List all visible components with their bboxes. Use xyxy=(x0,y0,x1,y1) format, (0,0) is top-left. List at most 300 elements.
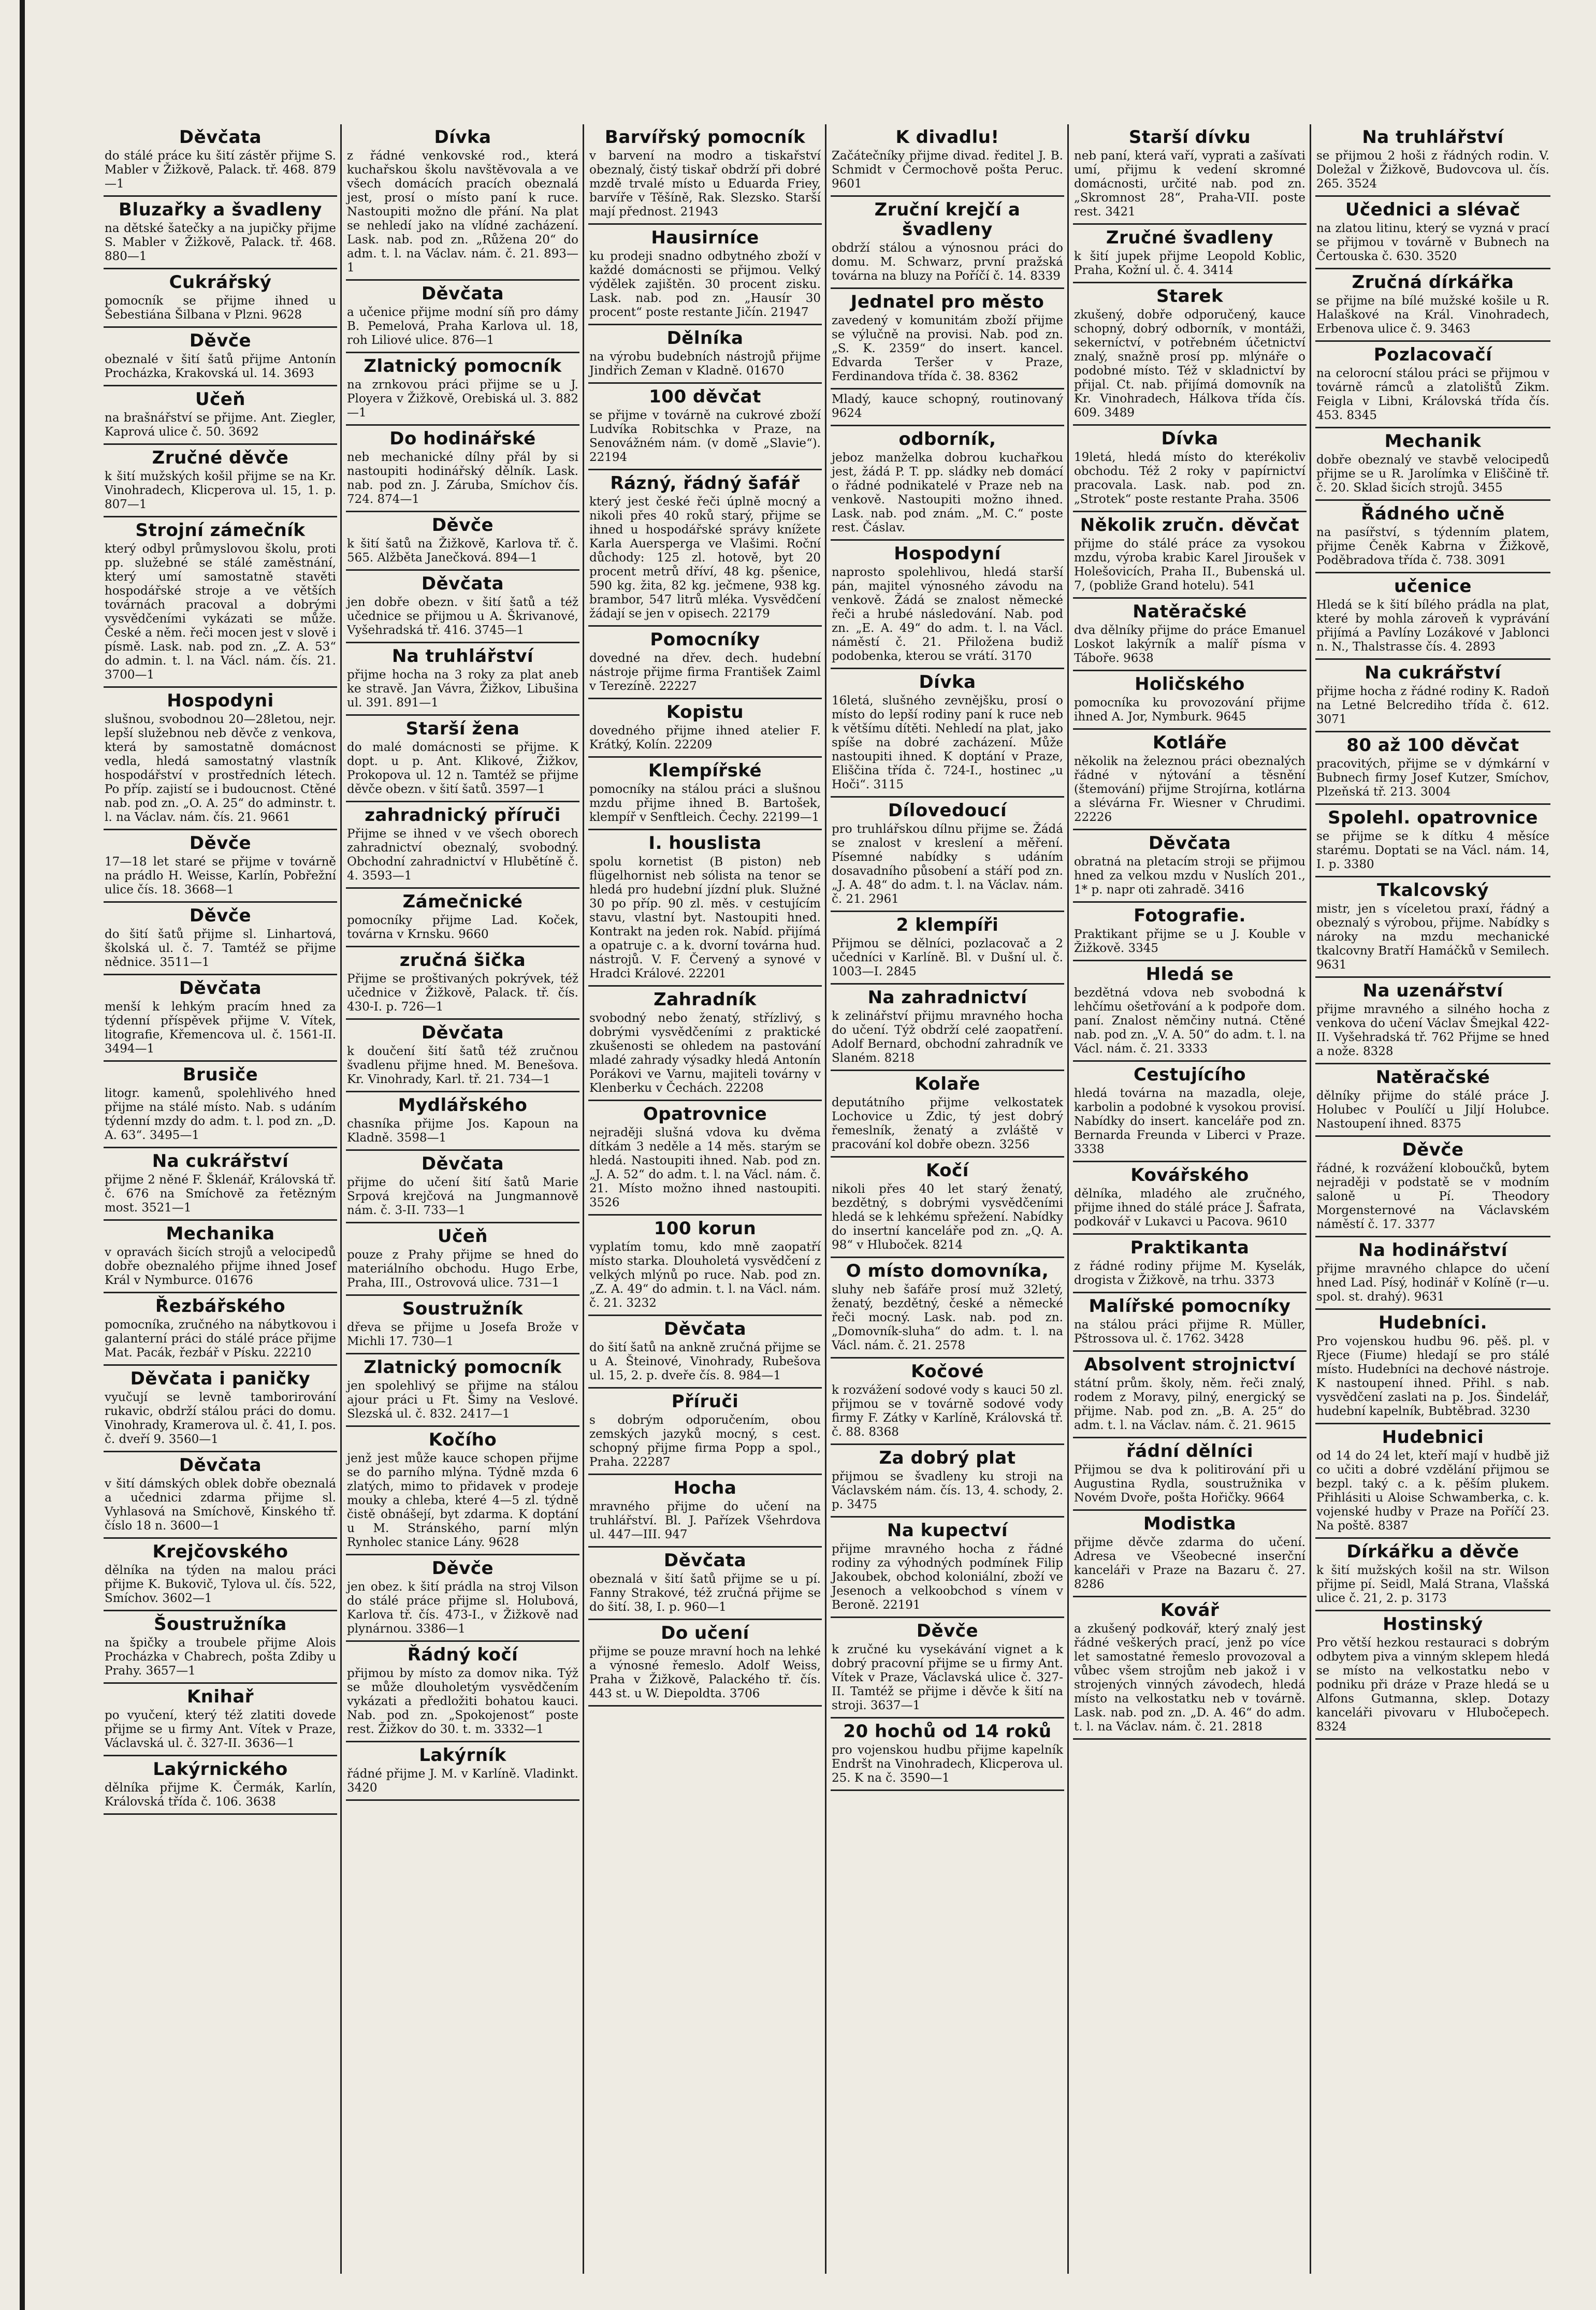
ad-body: obratná na pletacím stroji se přijmou hned za velkou mzdu v Nuslích 201., 1* p. napr oti zahradě. 3416 xyxy=(1074,855,1305,897)
ad-body: dobře obeznalý ve stavbě velocipedů přijme se u R. Jarolímka v Eliščině tř. č. 20. Sklad šicích strojů. 3455 xyxy=(1316,453,1549,495)
ad-heading: Děvčata xyxy=(663,1319,747,1339)
ad-heading: Na hodinářství xyxy=(1358,1240,1507,1261)
ad-heading: Tkalcovský xyxy=(1376,880,1489,901)
ad-body: dělníky přijme do stálé práce J. Holubec v Poulíčí u Jiljí Holubce. Nastoupení ihned. 8375 xyxy=(1316,1089,1549,1131)
ad-body: přijme mravného a silného hocha z venkova do učení Václav Šmejkal 422-II. Vyšehradská tř. 762 Přijme se hned a nože. 8328 xyxy=(1316,1003,1549,1058)
ad-heading: Lakýrnického xyxy=(153,1759,288,1780)
classified-ad xyxy=(104,386,337,445)
ad-body: k zelinářství přijmu mravného hocha do učení. Týž obdrží celé zaopatření. Adolf Bernard, obchodní zahradník ve Slaném. 8218 xyxy=(832,1009,1063,1065)
classified-ad xyxy=(346,1354,579,1427)
ad-heading: Do hodinářské xyxy=(389,428,536,449)
ad-heading: Pomocníky xyxy=(650,629,760,650)
ad-heading: Knihař xyxy=(186,1686,254,1707)
ad-heading: Na cukrářství xyxy=(1365,662,1501,683)
ad-heading: Šoustružníka xyxy=(154,1614,287,1635)
ad-body: Přijmou se dělníci, pozlacovač a 2 učedníci v Karlíně. Bl. v Dušní ul. č. 1003—I. 2845 xyxy=(832,937,1063,978)
ad-heading: Natěračské xyxy=(1375,1067,1490,1088)
classified-ad xyxy=(346,802,579,889)
ad-body: vyučují se levně tamborirování rukavic, obdrží stálou práci do domu. Vinohrady, Kramerova ul. č. 41, I. pos. č. dveří 9. 3560—1 xyxy=(105,1391,336,1446)
ad-body: nikoli přes 40 let starý ženatý, bezdětný, s dobrými vysvědčeními hledá se k lehkému spřežení. Nabídky do insertní kanceláře pod zn. „Q. A. 98“ v Hluboček. 8214 xyxy=(832,1182,1063,1252)
classified-ad xyxy=(1315,428,1550,501)
ad-column xyxy=(1073,124,1311,2274)
ad-body: na dětské šatečky a na jupičky přijme S. Mabler v Žižkově, Palack. tř. 468. 880—1 xyxy=(105,222,336,263)
classified-ad xyxy=(831,197,1064,289)
classified-ad xyxy=(104,1366,337,1452)
classified-ad xyxy=(1315,660,1550,732)
ad-body: se přijme na bílé mužské košile u R. Halaškové na Král. Vinohradech, Erbenova ulice č. 9. 3463 xyxy=(1316,294,1549,336)
ad-body: na stálou práci přijme R. Müller, Pštrossova ul. č. 1762. 3428 xyxy=(1074,1318,1305,1346)
classified-columns xyxy=(104,124,1585,2274)
ad-body: jenž jest může kauce schopen přijme se do parního mlýna. Týdně mzda 6 zlatých, mimo to přidavek v prodeje mouky a chleba, které 4—5 zl. týdně čistě obnášejí, byt zdarma. K doptání u M. Stránského, parní mlýn Rynholec stanice Lány. 9628 xyxy=(347,1452,578,1549)
ad-heading: 100 korun xyxy=(654,1218,757,1239)
classified-ad xyxy=(104,1221,337,1293)
ad-body: v barvení na modro a tiskařství obeznalý, čistý tiskař obdrží při dobré mzdě trvalé místo u Eduarda Friey, barvíře v Těšíně, Rak. Slezsko. Starší mají přednost. 21943 xyxy=(589,149,821,219)
ad-body: který jest české řeči úplně mocný a nikoli přes 40 roků starý, přijme se ihned u hospodářské správy knížete Karla Auersperga ve Vlašimi. Roční důchody: 125 zl. hotově, byt 20 procent metrů dříví, 48 kg. pšenice, 590 kg. žita, 82 kg. ječmene, 938 kg. brambor, 547 litrů mléka. Vysvědčení žádají se jen v opisech. 22179 xyxy=(589,495,821,620)
classified-ad xyxy=(831,289,1064,389)
ad-body: obeznalá v šití šatů přijme se u pí. Fanny Strakové, též zručná přijme se do šití. 38, I. p. 960—1 xyxy=(589,1572,821,1614)
ad-heading: Kotláře xyxy=(1152,732,1227,753)
classified-ad xyxy=(1073,1511,1307,1597)
classified-ad xyxy=(1315,1539,1550,1611)
ad-body: přijmou by místo za domov nika. Týž se může dlouholetým vysvědčením vykázati a předložiti bohatou kauci. Nab. pod zn. „Spokojenost“ poste rest. Žižkov do 30. t. m. 3332—1 xyxy=(347,1667,578,1736)
ad-body: pomocníka ku provozování přijme ihned A. Jor, Nymburk. 9645 xyxy=(1074,696,1305,724)
ad-body: po vyučení, který též zlatiti dovede přijme se u firmy Ant. Vítek v Praze, Václavská ul. č. 327-II. 3636—1 xyxy=(105,1709,336,1750)
classified-ad xyxy=(104,1756,337,1815)
classified-ad xyxy=(1315,501,1550,573)
ad-body: deputátního přijme velkostatek Lochovice u Zdic, tý jest dobrý řemeslník, ženatý a zvláště v pracování kol dobře obezn. 3256 xyxy=(832,1096,1063,1151)
ad-heading: Malířské pomocníky xyxy=(1089,1296,1291,1317)
ad-heading: Hudebnici xyxy=(1382,1427,1484,1448)
ad-body: vyplatím tomu, kdo mně zaopatří místo starka. Dlouholetá vysvědčení z velkých mlýnů po ruce. Nab. pod zn. „Z. A. 49“ do admin. t. l. na Václ. nám. č. 21. 3232 xyxy=(589,1240,821,1310)
ad-body: pouze z Prahy přijme se hned do materiálního obchodu. Hugo Erbe, Praha, III., Ostrovová ulice. 731—1 xyxy=(347,1248,578,1290)
ad-heading: Řádného učně xyxy=(1361,503,1505,524)
ad-body: pomocník se přijme ihned u Šebestiána Šilbana v Plzni. 9628 xyxy=(105,294,336,322)
ad-body: menší k lehkým pracím hned za týdenní příspěvek přijme V. Vítek, litografie, Křemencova ul. č. 1561-II. 3494—1 xyxy=(105,1000,336,1056)
classified-ad xyxy=(588,384,822,470)
ad-heading: Dělníka xyxy=(666,328,744,349)
classified-ad xyxy=(346,889,579,947)
ad-heading: Zručná dírkářka xyxy=(1352,272,1514,293)
ad-body: do šití šatů na ankně zručná přijme se u A. Šteinové, Vinohrady, Rubešova ul. 15, 2. p. dveře čís. 8. 984—1 xyxy=(589,1341,821,1382)
ad-heading: Děvče xyxy=(916,1621,979,1641)
classified-ad xyxy=(1073,903,1307,961)
ad-body: nejraději slušná vdova ku dvěma dítkám 3 neděle a 14 měs. starým se hledá. Nastoupiti ihned. Nab. pod zn. „J. A. 52“ do adm. t. l. na Václ. nám. č. 21. Místo možno ihned nastoupiti. 3526 xyxy=(589,1126,821,1209)
ad-heading: Cukrářský xyxy=(169,272,272,293)
ad-heading: Hocha xyxy=(673,1478,737,1498)
ad-body: přijme 2 něné F. Šklenář, Královská tř. č. 676 na Smíchově za řetězným most. 3521—1 xyxy=(105,1173,336,1215)
classified-ad xyxy=(1073,512,1307,599)
classified-ad xyxy=(588,1475,822,1548)
classified-ad xyxy=(1073,1235,1307,1293)
classified-ad xyxy=(1073,225,1307,283)
classified-ad xyxy=(588,1101,822,1216)
classified-ad xyxy=(346,1742,579,1801)
ad-body: k šití jupek přijme Leopold Koblic, Praha, Kožní ul. č. 4. 3414 xyxy=(1074,250,1305,277)
ad-heading: Na truhlářství xyxy=(1362,127,1504,148)
ad-body: Mladý, kauce schopný, routinovaný 9624 xyxy=(832,393,1063,420)
ad-heading: Řezbářského xyxy=(155,1296,286,1317)
ad-heading: Hospodyní xyxy=(894,543,1001,564)
classified-ad xyxy=(588,1216,822,1316)
classified-ad xyxy=(1315,1237,1550,1310)
ad-body: přijme hocha na 3 roky za plat aneb ke stravě. Jan Vávra, Žižkov, Libušina ul. 391. 891—1 xyxy=(347,668,578,710)
classified-ad xyxy=(346,1427,579,1555)
ad-heading: Hostinský xyxy=(1383,1614,1483,1635)
classified-ad xyxy=(104,1684,337,1756)
ad-body: se přijme se k dítku 4 měsíce starému. Doptati se na Václ. nám. 14, I. p. 3380 xyxy=(1316,830,1549,871)
ad-heading: Starší žena xyxy=(405,718,520,739)
ad-heading: řádní dělníci xyxy=(1126,1441,1253,1462)
classified-ad xyxy=(831,985,1064,1071)
ad-heading: Mydlářského xyxy=(398,1095,528,1116)
ad-heading: Na cukrářství xyxy=(152,1151,289,1172)
ad-body: do šití šatů přijme sl. Linhartová, školská ul. č. 7. Tamtéž se přijme nědnice. 3511—1 xyxy=(105,928,336,969)
ad-heading: Do učení xyxy=(661,1623,749,1643)
ad-heading: Modistka xyxy=(1143,1513,1237,1534)
ad-heading: Absolvent strojnictví xyxy=(1084,1354,1296,1375)
classified-ad xyxy=(1315,1310,1550,1424)
classified-ad xyxy=(831,669,1064,798)
ad-heading: Mechanik xyxy=(1384,431,1482,452)
ad-body: neb paní, která vaří, vyprati a zašívati umí, přijmu k vedení skromné domácnosti, určité nab. pod zn. „Skromnost 28“, Praha-VII. poste rest. 3421 xyxy=(1074,149,1305,219)
ad-body: k zručné ku vysekávání vignet a k dobrý pracovní přijme se u firmy Ant. Vítek v Praze, Václavská ulice č. 327-II. Tamtéž se přijme i děvče k šití na stroji. 3637—1 xyxy=(832,1643,1063,1712)
ad-body: do stálé práce ku šití zástěr přijme S. Mabler v Žižkově, Palack. tř. 468. 879—1 xyxy=(105,149,336,191)
ad-body: zkušený, dobře odporučený, kauce schopný, dobrý odborník, v montáži, sekerníctví, v potřebném účetnictví znalý, snažně prosí pp. mlýnáře o podobné místo. Též v skladnictví by přijal. Ct. nab. přijímá domovník na Kr. Vinohradech, Hálkova třída čís. 609. 3489 xyxy=(1074,308,1305,420)
classified-ad xyxy=(346,947,579,1020)
ad-body: jen obez. k šití prádla na stroj Vilson do stálé práce přijme sl. Holubová, Karlova tř. čís. 473-I., v Žižkově nad plynárnou. 3386—1 xyxy=(347,1580,578,1636)
ad-heading: Pozlacovačí xyxy=(1373,344,1492,365)
ad-heading: Zručné švadleny xyxy=(1106,227,1274,248)
ad-body: pomocníka, zručného na nábytkovou i galanterní práci do stálé práce přijme Mat. Pacák, řezbář v Písku. 22210 xyxy=(105,1318,336,1360)
ad-body: Přijme se ihned v ve všech oborech zahradnictví obeznalý, svobodný. Obchodní zahradnictví v Hlubětíně č. 4. 3593—1 xyxy=(347,827,578,883)
classified-ad xyxy=(831,1719,1064,1791)
ad-heading: zručná šička xyxy=(399,950,526,971)
ad-heading: Kolaře xyxy=(915,1074,980,1094)
ad-heading: Kočové xyxy=(911,1361,984,1382)
ad-heading: I. houslista xyxy=(648,833,762,854)
classified-ad xyxy=(346,1642,579,1742)
ad-body: sluhy neb šafáře prosí muž 32letý, ženatý, bezdětný, české a německé řeči mocný. Lask. nab. pod zn. „Domovník-sluha“ do adm. t. l. na Václ. nám. č. 21. 2578 xyxy=(832,1283,1063,1352)
ad-body: neb mechanické dílny přál by si nastoupiti hodinářský dělník. Lask. nab. pod zn. J. Záruba, Smíchov čís. 724. 874—1 xyxy=(347,451,578,506)
classified-ad xyxy=(1073,426,1307,512)
ad-body: hledá továrna na mazadla, oleje, karbolin a podobné k vysokou provisí. Nabídky do insert. kanceláře pod zn. Bernarda Freunda v Liberci v Praze. 3338 xyxy=(1074,1087,1305,1156)
ad-heading: Za dobrý plat xyxy=(879,1448,1016,1468)
classified-ad xyxy=(1315,978,1550,1064)
ad-heading: Hausirníce xyxy=(651,227,759,248)
ad-heading: Děvčata xyxy=(179,127,262,148)
ad-heading: Děvčata i paničky xyxy=(130,1368,311,1389)
ad-heading: odborník, xyxy=(898,429,996,450)
classified-ad xyxy=(346,353,579,426)
ad-heading: Děvčata xyxy=(1148,833,1231,854)
classified-ad xyxy=(1315,1424,1550,1539)
ad-body: Pro větší hezkou restauraci s dobrým odbytem piva a vinným sklepem hledá se místo na velkostatku nebo v podniku při dráze v Praze hledá se u Alfons Gutmanna, sklep. Dotazy kanceláři pivovaru v Hlubočepech. 8324 xyxy=(1316,1636,1549,1734)
classified-ad xyxy=(1315,573,1550,660)
ad-body: mistr, jen s víceletou praxí, řádný a obeznalý s výrobou, přijme. Nabídky s nároky na mzdu mechanické tkalcovny Bratří Hamáčků v Semilech. 9631 xyxy=(1316,902,1549,972)
ad-body: v opravách šicích strojů a velocipedů dobře obeznalého přijme ihned Josef Král v Nymburce. 01676 xyxy=(105,1246,336,1287)
ad-heading: Zlatnický pomocník xyxy=(364,356,562,377)
classified-ad xyxy=(831,541,1064,669)
ad-heading: Hospodyni xyxy=(167,690,274,711)
ad-body: pomocníky na stálou práci a slušnou mzdu přijme ihned B. Bartošek, klempíř v Senftleich. Čechy. 22199—1 xyxy=(589,783,821,824)
ad-body: jen spolehlivý se přijme na stálou ajour práci u Ft. Šimy na Veslové. Slezská ul. č. 832. 2417—1 xyxy=(347,1379,578,1421)
ad-heading: O místo domovníka, xyxy=(846,1261,1049,1281)
classified-ad xyxy=(1315,1611,1550,1740)
ad-body: s dobrým odporučením, obou zemských jazyků mocný, s cest. schopný přijme firma Popp a spol., Praha. 22287 xyxy=(589,1413,821,1469)
ad-heading: Děvče xyxy=(431,1558,494,1579)
ad-body: z řádné rodiny přijme M. Kyselák, drogista v Žižkově, na trhu. 3373 xyxy=(1074,1260,1305,1287)
ad-body: pomocníky přijme Lad. Koček, továrna v Krnsku. 9660 xyxy=(347,914,578,941)
ad-body: Hledá se k šití bílého prádla na plat, které by mohla zároveň k vyprávání přijímá a Pavlíny Lozákové v Jablonci n. N., Thalstrasse čís. 4. 2893 xyxy=(1316,598,1549,654)
ad-heading: Praktikanta xyxy=(1130,1237,1250,1258)
classified-ad xyxy=(1315,732,1550,805)
ad-body: k šití šatů na Žižkově, Karlova tř. č. 565. Alžběta Janečková. 894—1 xyxy=(347,537,578,565)
ad-body: dva dělníky přijme do práce Emanuel Loskot lakýrník a malíř písma v Táboře. 9638 xyxy=(1074,624,1305,665)
classified-ad xyxy=(588,758,822,830)
ad-body: mravného přijme do učení na truhlářství. Bl. J. Pařízek Všehrdova ul. 447—III. 947 xyxy=(589,1500,821,1541)
classified-ad xyxy=(104,1539,337,1611)
ad-heading: Dílovedoucí xyxy=(888,800,1007,821)
ad-body: přijme hocha z řádné rodiny K. Radoň na Letné Belcrediho třída č. 612. 3071 xyxy=(1316,685,1549,726)
classified-ad xyxy=(1073,830,1307,903)
ad-heading: Hudebníci. xyxy=(1379,1312,1487,1333)
ad-heading: Dívka xyxy=(1161,428,1218,449)
ad-body: dělníka, mladého ale zručného, přijme ihned do stálé práce J. Šafrata, podkovář v Lukavci u Pacova. 9610 xyxy=(1074,1187,1305,1229)
classified-ad xyxy=(104,1452,337,1539)
ad-heading: Barvířský pomocník xyxy=(604,127,806,148)
classified-ad xyxy=(346,1020,579,1092)
ad-body: obeznalé v šití šatů přijme Antonín Procházka, Krakovská ul. 14. 3693 xyxy=(105,353,336,380)
ad-column xyxy=(1315,124,1554,2274)
ad-body: 19letá, hledá místo do kterékoliv obchodu. Též 2 roky v papírnictví pracovala. Lask. nab. pod zn. „Strotek“ poste restante Praha. 3506 xyxy=(1074,451,1305,506)
ad-body: a učenice přijme modní síň pro dámy B. Pemelová, Praha Karlova ul. 18, roh Liliové ulice. 876—1 xyxy=(347,306,578,347)
ad-body: jen dobře obezn. v šití šatů a též učednice se přijmou u A. Škrivanové, Vyšehradská tř. 416. 3745—1 xyxy=(347,596,578,637)
ad-body: pracovitých, přijme se v dýmkární v Bubnech firmy Josef Kutzer, Smíchov, Plzeňská tř. 213. 3004 xyxy=(1316,757,1549,799)
ad-heading: Dírkářku a děvče xyxy=(1346,1541,1519,1562)
ad-body: na zrnkovou práci přijme se u J. Ployera v Žižkově, Orebiská ul. 3. 882—1 xyxy=(347,378,578,420)
classified-ad xyxy=(1073,961,1307,1062)
classified-ad xyxy=(588,1389,822,1475)
classified-ad xyxy=(588,225,822,325)
ad-heading: Spolehl. opatrovnice xyxy=(1328,807,1538,828)
ad-body: Přijmou se dva k politirování při u Augustina Rydla, soustružnika v Novém Dvoře, pošta Hořičky. 9664 xyxy=(1074,1463,1305,1505)
classified-ad xyxy=(831,1071,1064,1158)
ad-body: od 14 do 24 let, kteří mají v hudbě již co učiti a dobré vzdělání přijmou se bezpl. taký c. a k. pěším plukem. Přihlásiti u Aloise Schwamberka, c. k. vojenské hudby v Praze na Poříčí 23. Na poště. 8387 xyxy=(1316,1449,1549,1533)
ad-body: na brašnářství se přijme. Ant. Ziegler, Kaprová ulice č. 50. 3692 xyxy=(105,411,336,439)
ad-heading: Na kupectví xyxy=(887,1520,1008,1541)
classified-ad xyxy=(588,1316,822,1389)
classified-ad xyxy=(104,124,337,197)
classified-ad xyxy=(346,571,579,643)
ad-body: k šití mužských košil přijme se na Kr. Vinohradech, Klicperova ul. 15, 1. p. 807—1 xyxy=(105,470,336,511)
ad-heading: Na uzenářství xyxy=(1362,980,1503,1001)
ad-body: na pasířství, s týdenním platem, přijme Čeněk Kabrna v Žižkově, Poděbradova třída č. 738. 3091 xyxy=(1316,526,1549,567)
ad-body: přijme mravného hocha z řádné rodiny za výhodných podmínek Filip Jakoubek, obchod koloniální, zboží ve Jesenoch a velkoobchod s vínem v Beroně. 22191 xyxy=(832,1542,1063,1612)
classified-ad xyxy=(588,627,822,699)
classified-ad xyxy=(104,269,337,328)
classified-ad xyxy=(1315,124,1550,197)
ad-heading: Zruční krejčí a švadleny xyxy=(874,199,1021,240)
classified-ad xyxy=(1073,283,1307,426)
classified-ad xyxy=(104,445,337,517)
ad-body: Začátečníky přijme divad. ředitel J. B. Schmidt v Čermochově pošta Peruc. 9601 xyxy=(832,149,1063,191)
ad-body: řádné, k rozvážení kloboučků, bytem nejraději v podstatě se v modním saloně u Pí. Theodory Morgensternové na Václavském náměstí č. 17. 3377 xyxy=(1316,1162,1549,1231)
ad-heading: Zámečnické xyxy=(402,891,523,912)
classified-ad xyxy=(104,975,337,1062)
classified-ad xyxy=(346,1555,579,1642)
ad-body: v šití dámských oblek dobře obeznalá a učednici zdarma přijme sl. Vyhlasová na Smíchově, Kinského tř. číslo 18 n. 3600—1 xyxy=(105,1477,336,1533)
classified-ad xyxy=(104,903,337,975)
ad-column xyxy=(588,124,826,2274)
ad-heading: Děvče xyxy=(189,833,252,854)
ad-heading: Kočího xyxy=(428,1430,497,1450)
classified-ad xyxy=(346,512,579,571)
ad-heading: Kočí xyxy=(926,1160,969,1181)
ad-heading: Starek xyxy=(1156,286,1224,307)
ad-column xyxy=(104,124,342,2274)
ad-column xyxy=(346,124,584,2274)
ad-heading: Zlatnický pomocník xyxy=(364,1357,562,1378)
ad-body: ku prodeji snadno odbytného zboží v každé domácnosti se přijmou. Velký výdělek zajištěn. 30 procent zisku. Lask. nab. pod zn. „Hausír 30 procent“ poste restante Jičín. 21947 xyxy=(589,250,821,319)
ad-body: do malé domácnosti se přijme. K dopt. u p. Ant. Klikové, Žižkov, Prokopova ul. 12 n. Tamtéž se přijme děvče obezn. v šití šatů. 3597—1 xyxy=(347,741,578,796)
ad-body: a zkušený podkovář, který znalý jest řádné veškerých prací, jenž po více let samostatné řemeslo provozoval a vůbec všem strojům neb jakož i v strojených vinných závodech, hledá místo na velkostatku neb v továrně. Lask. nab. pod zn. „D. A. 46“ do adm. t. l. na Václav. nám. č. 21. 2818 xyxy=(1074,1622,1305,1734)
ad-heading: Opatrovnice xyxy=(643,1104,767,1124)
classified-ad xyxy=(346,1296,579,1354)
classified-ad xyxy=(346,1151,579,1223)
ad-body: svobodný nebo ženatý, střízlivý, s dobrými vysvědčeními z praktické zkušenosti se ohledem na pastování mladé zahrady výsadky hledá Antonín Porákovi ve Varnu, majiteli továrny v Klenberku v Čechách. 22208 xyxy=(589,1012,821,1095)
ad-body: jeboz manželka dobrou kuchařkou jest, žádá P. T. pp. sládky neb domácí o řádné podnikatelé v Praze neb na venkově. Nastoupiti možno ihned. Lask. nab. pod znám. „M. C.“ poste rest. Čáslav. xyxy=(832,451,1063,535)
ad-heading: Děvče xyxy=(1402,1139,1464,1160)
ad-body: pro vojenskou hudbu přijme kapelník Endršt na Vinohradech, Klicperova ul. 25. K na č. 3590—1 xyxy=(832,1743,1063,1785)
ad-body: státní prům. školy, něm. řeči znalý, rodem z Moravy, pilný, energický se přijme. Nab. pod zn. „B. A. 25“ do adm. t. l. na Václav. nám. č. 21. 9615 xyxy=(1074,1377,1305,1432)
classified-ad xyxy=(588,1620,822,1707)
ad-body: spolu kornetist (B piston) neb flügelhornist neb sólista na tenor se hledá pro hudební jízdní pluk. Služné 30 po příp. 90 zl. měs. v cestujícím stavu, vlastní byt. Nastoupiti hned. Kontrakt na jeden rok. Nabíd. přijímá a opatruje c. a k. dvorní továrna hud. nástrojů. V. F. Červený a synové v Hradci Králové. 22201 xyxy=(589,855,821,980)
classified-ad xyxy=(1315,805,1550,877)
ad-heading: K divadlu! xyxy=(895,127,999,148)
ad-body: přijme děvče zdarma do učení. Adresa ve Všeobecné inserční kanceláři v Praze na Bazaru č. 27. 8286 xyxy=(1074,1536,1305,1591)
classified-ad xyxy=(1073,124,1307,225)
ad-heading: Lakýrník xyxy=(419,1745,506,1766)
ad-heading: 100 děvčat xyxy=(649,386,761,407)
ad-body: dovedného přijme ihned atelier F. Krátký, Kolín. 22209 xyxy=(589,724,821,752)
classified-ad xyxy=(1073,671,1307,730)
classified-ad xyxy=(1073,1062,1307,1162)
classified-ad xyxy=(1315,197,1550,269)
classified-ad xyxy=(1073,599,1307,671)
ad-heading: Učeň xyxy=(195,389,246,410)
ad-heading: učenice xyxy=(1394,576,1472,597)
classified-ad xyxy=(1315,342,1550,428)
classified-ad xyxy=(104,1148,337,1221)
ad-heading: Děvče xyxy=(189,905,252,926)
classified-ad xyxy=(346,1092,579,1151)
ad-body: zavedený v komunitám zboží přijme se výlučně na provisi. Nab. pod zn. „S. K. 2359“ do insert. kancel. Edvarda Teršer v Praze, Ferdinandova třída č. 38. 8362 xyxy=(832,314,1063,383)
classified-ad xyxy=(588,987,822,1101)
ad-body: na celorocní stálou práci se přijmou v továrně rámců a zlatolištů Zikm. Feigla v Libni, Královská třída čís. 453. 8345 xyxy=(1316,367,1549,422)
ad-heading: Klempířské xyxy=(648,760,762,781)
ad-heading: Několik zručn. děvčat xyxy=(1080,515,1300,536)
classified-ad xyxy=(588,470,822,627)
ad-body: se přijmou 2 hoši z řádných rodin. V. Doležal v Žižkově, Budovcova ul. čís. 265. 3524 xyxy=(1316,149,1549,191)
classified-ad xyxy=(1073,1438,1307,1511)
ad-body: na výrobu budebních nástrojů přijme Jindřich Zeman v Kladně. 01670 xyxy=(589,350,821,378)
ad-body: z řádné venkovské rod., která kuchařskou školu navštěvovala a ve všech domácích pracích obeznalá jest, prosí o místo paní k ruce. Nastoupiti možno dle přání. Na plat se nehledí jako na vlídné zacházení. Lask. nab. pod zn. „Růžena 20“ do adm. t. l. na Václav. nám. č. 21. 893—1 xyxy=(347,149,578,275)
classified-ad xyxy=(104,1293,337,1366)
ad-heading: 2 klempíři xyxy=(896,915,999,935)
ad-heading: Učeň xyxy=(437,1226,488,1247)
ad-heading: Kovář xyxy=(1160,1600,1220,1621)
classified-ad xyxy=(1073,1293,1307,1352)
classified-ad xyxy=(831,912,1064,985)
ad-body: přijme se pouze mravní hoch na lehké a výnosné řemeslo. Adolf Weiss, Praha v Žižkově, Palackého tř. čís. 443 st. u W. Diepoldta. 3706 xyxy=(589,1645,821,1700)
classified-ad xyxy=(831,1618,1064,1719)
classified-ad xyxy=(346,1223,579,1296)
ad-body: několik na železnou práci obeznalých řádné v nýtování a těsnění (štemování) přijme Strojírna, kotlárna a slévárna Fr. Wiesner v Chrudimi. 22226 xyxy=(1074,755,1305,824)
ad-heading: Fotografie. xyxy=(1134,905,1246,926)
ad-body: bezdětná vdova neb svobodná k lehčímu ošetřování a k podpoře dom. paní. Znalost němčiny nutná. Ctěné nab. pod zn. „V. A. 50“ do adm. t. l. na Václ. nám. č. 21. 3333 xyxy=(1074,986,1305,1056)
classified-ad xyxy=(104,830,337,903)
ad-heading: Děvčata xyxy=(179,978,262,999)
classified-ad xyxy=(346,124,579,281)
ad-heading: Mechanika xyxy=(166,1223,275,1244)
classified-ad xyxy=(104,1062,337,1148)
ad-body: naprosto spolehlivou, hledá starší pán, majitel výnosného závodu na venkově. Žádá se znalost německé řeči a hrubé následování. Nab. pod zn. „E. A. 49“ do adm. t. l. na Václ. náměstí č. 21. Přiložena budiž podobenka, kterou se vrátí. 3170 xyxy=(832,566,1063,663)
ad-body: slušnou, svobodnou 20—28letou, nejr. lepší služebnou neb děvče z venkova, která by samostatně domácnost vedla, hledá samostatný vlastník hospodářství v prostředních létech. Po příp. zajistí se i budoucnost. Ctěné nab. pod zn. „O. A. 25“ do adminstr. t. l. na Václav. nám. čís. 21. 9661 xyxy=(105,713,336,824)
classified-ad xyxy=(104,1611,337,1684)
ad-heading: Kovářského xyxy=(1130,1165,1249,1186)
classified-ad xyxy=(588,699,822,758)
ad-body: k rozvážení sodové vody s kauci 50 zl. přijmou se v továrně sodové vody firmy F. Zátky v Karlíně, Královská tř. č. 88. 8368 xyxy=(832,1383,1063,1439)
ad-body: dělníka na týden na malou práci přijme K. Bukovič, Tylova ul. čís. 522, Smíchov. 3602—1 xyxy=(105,1564,336,1605)
classified-ad xyxy=(104,517,337,688)
ad-heading: Kopistu xyxy=(666,702,744,723)
ad-body: pro truhlářskou dílnu přijme se. Žádá se znalost v kreslení a měření. Písemné nabídky s udáním dosavadního působení a stáří pod zn. „J. A. 48“ do adm. t. l. na Václav. nám. č. 21. 2961 xyxy=(832,822,1063,906)
classified-ad xyxy=(104,688,337,830)
ad-heading: Starší dívku xyxy=(1128,127,1251,148)
classified-ad xyxy=(831,426,1064,541)
ad-heading: Děvčata xyxy=(421,283,504,304)
ad-body: přijmou se švadleny ku stroji na Václavském nám. čís. 13, 4. schody, 2. p. 3475 xyxy=(832,1470,1063,1511)
ad-heading: Zahradník xyxy=(654,989,757,1010)
ad-heading: Dívka xyxy=(434,127,491,148)
ad-heading: Rázný, řádný šafář xyxy=(610,473,800,494)
classified-ad xyxy=(588,1548,822,1620)
classified-ad xyxy=(831,1359,1064,1445)
classified-ad xyxy=(831,389,1064,426)
classified-ad xyxy=(588,830,822,987)
ad-heading: Řádný kočí xyxy=(407,1644,518,1665)
ad-body: k doučení šití šatů též zručnou švadlenu přijme hned. M. Benešova. Kr. Vinohrady, Karl. tř. 21. 734—1 xyxy=(347,1045,578,1086)
classified-ad xyxy=(104,328,337,386)
ad-body: Přijme se proštivaných pokrývek, též učednice v Žižkově, Palack. tř. čís. 430-I. p. 726—1 xyxy=(347,972,578,1014)
classified-ad xyxy=(104,197,337,269)
ad-heading: Na zahradnictví xyxy=(867,987,1027,1008)
page-edge-rule xyxy=(20,0,25,2310)
classified-ad xyxy=(1073,1352,1307,1438)
ad-heading: Dívka xyxy=(919,672,976,692)
ad-body: dovedné na dřev. dech. hudební nástroje přijme firma František Zaiml v Terezíně. 22227 xyxy=(589,652,821,693)
classified-ad xyxy=(346,426,579,512)
classified-ad xyxy=(1073,1597,1307,1740)
ad-heading: Děvčata xyxy=(421,1153,504,1174)
ad-body: litogr. kamenů, spolehlivého hned přijme na stálé místo. Nab. s udáním týdenní mzdy do adm. t. l. pod zn. „D. A. 63“. 3495—1 xyxy=(105,1087,336,1142)
classified-ad xyxy=(346,643,579,716)
ad-heading: zahradnický příruči xyxy=(365,805,561,826)
ad-heading: Natěračské xyxy=(1133,601,1247,622)
classified-ad xyxy=(346,281,579,353)
ad-body: přijme do učení šití šatů Marie Srpová krejčová na Jungmannově nám. č. 3-II. 733—1 xyxy=(347,1176,578,1217)
classified-ad xyxy=(1073,1162,1307,1235)
